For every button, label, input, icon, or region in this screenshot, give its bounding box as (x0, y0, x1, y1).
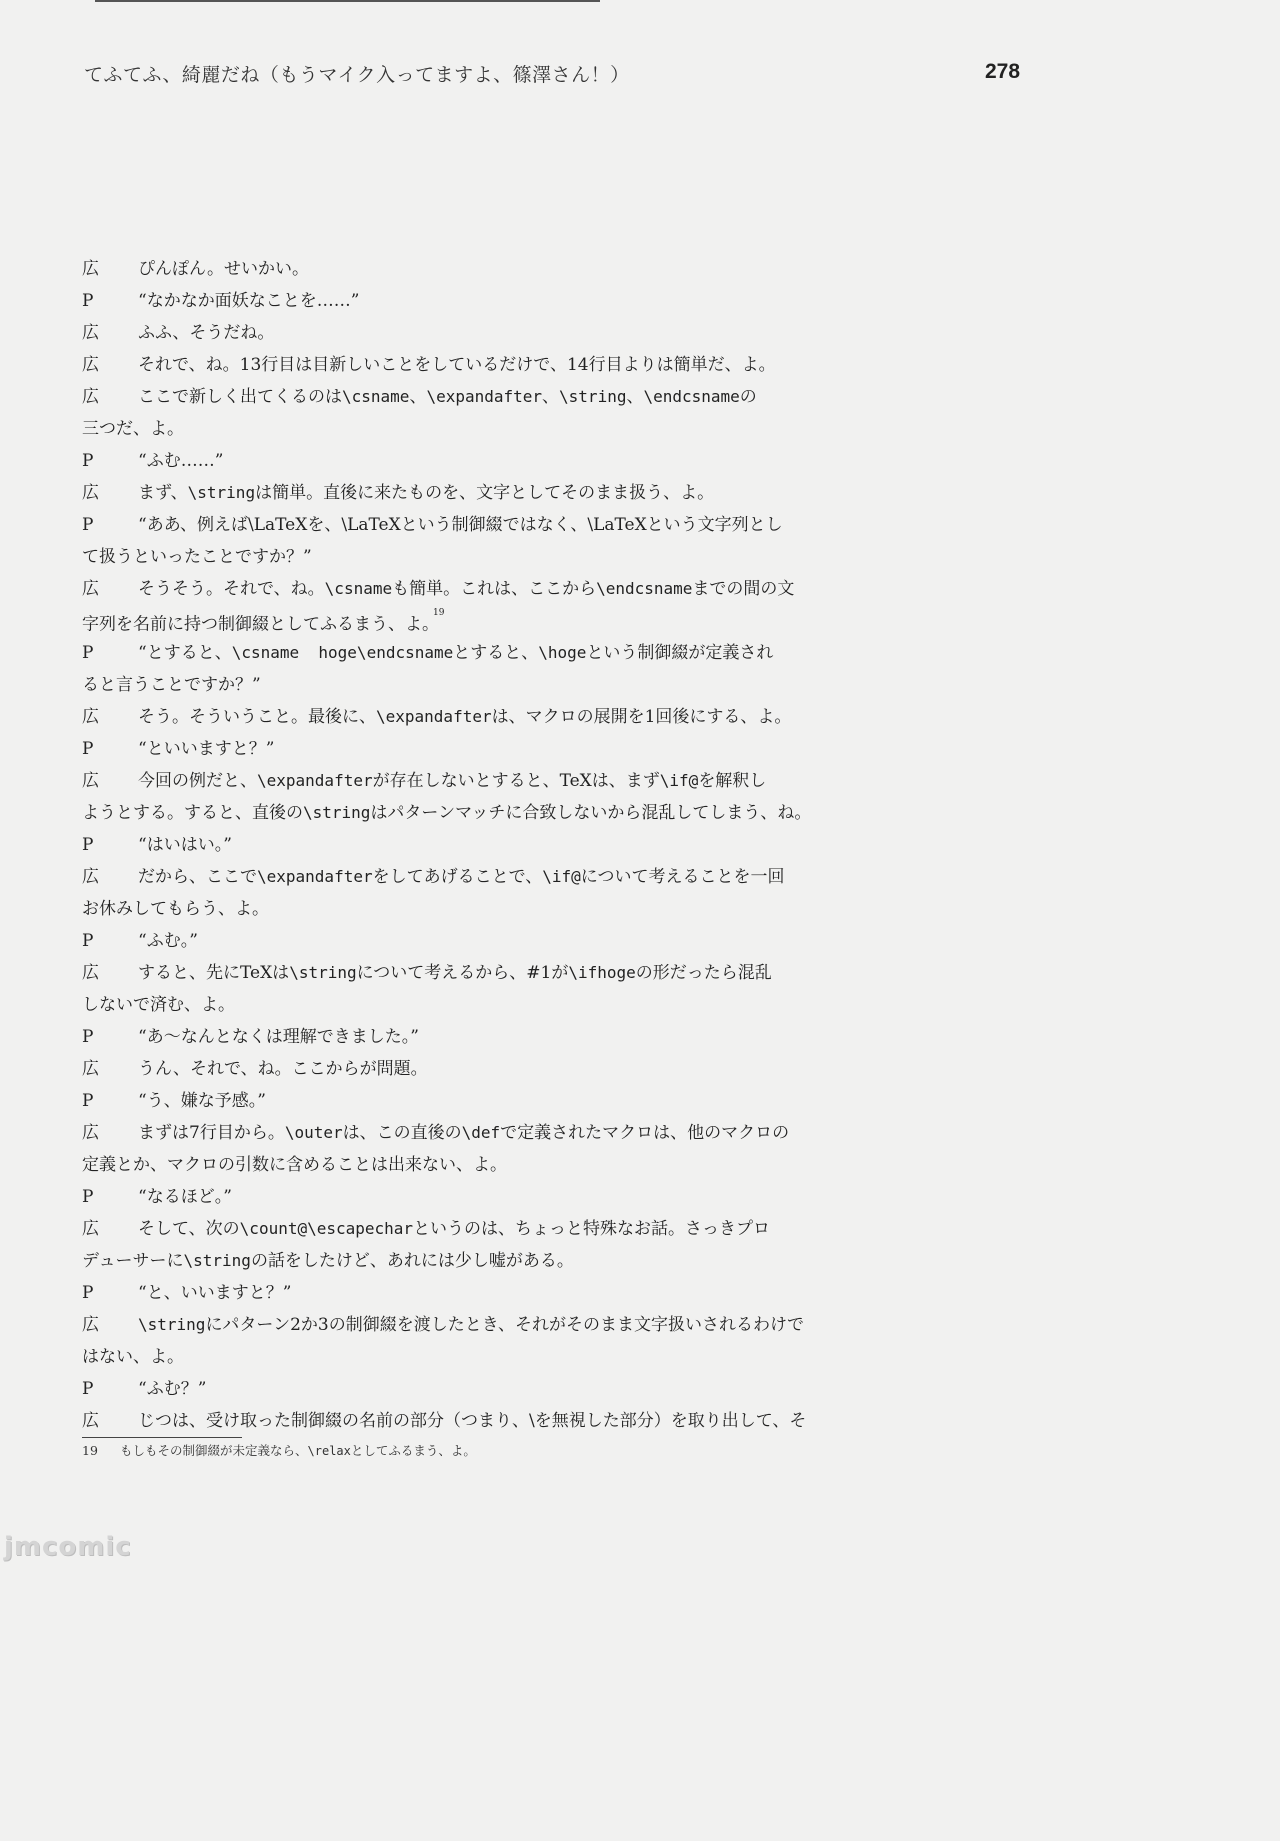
dialogue-line (82, 285, 872, 317)
line-text: うん、それで、ね。ここからが問題。 (138, 1059, 428, 1079)
command-text: \endcsname (643, 387, 740, 406)
dialogue-line (82, 1117, 872, 1149)
command-text: \string (559, 387, 627, 406)
speaker-label: P (82, 643, 94, 663)
command-text: \csname (342, 387, 410, 406)
line-text: で定義されたマクロは、他のマクロの (500, 1123, 790, 1143)
line-text: デューサーに (82, 1251, 184, 1271)
dialogue-line (82, 1405, 872, 1437)
line-text: はない、よ。 (82, 1347, 184, 1367)
dialogue-continuation (82, 1245, 872, 1277)
line-text: をしてあげることで、 (372, 867, 543, 887)
speaker-label: P (82, 515, 94, 535)
speaker-label: 広 (82, 1219, 99, 1239)
command-text: \string (289, 963, 357, 982)
command-text: \outer (284, 1123, 343, 1142)
speaker-label: P (82, 1091, 94, 1111)
dialogue-line (82, 573, 872, 605)
dialogue-line (82, 957, 872, 989)
dialogue-continuation (82, 413, 872, 445)
dialogue-continuation (82, 669, 872, 701)
dialogue-line (82, 1213, 872, 1245)
speaker-label: P (82, 835, 94, 855)
command-text: \expandafter (257, 867, 373, 886)
line-text: ここで新しく出てくるのは (138, 387, 342, 407)
dialogue-line (82, 829, 872, 861)
line-text: “といいますと？” (138, 739, 275, 759)
dialogue-line (82, 509, 872, 541)
command-text: \csname (324, 579, 393, 598)
speaker-label: 広 (82, 579, 99, 599)
line-text: の形だったら混乱 (635, 963, 772, 983)
speaker-label: 広 (82, 963, 99, 983)
footnote-number: 19 (82, 1443, 98, 1458)
line-text: すると、先にTeXは (138, 963, 290, 983)
dialogue-continuation (82, 1341, 872, 1373)
dialogue-line (82, 1277, 872, 1309)
command-text: \expandafter (426, 387, 543, 406)
line-text: “なかなか面妖なことを……” (138, 291, 360, 311)
dialogue-continuation (82, 1149, 872, 1181)
line-text: はパターンマッチに合致しないから混乱してしまう、ね。 (370, 803, 812, 823)
speaker-label: 広 (82, 707, 99, 727)
line-text: しないで済む、よ。 (82, 995, 235, 1015)
line-text: “なるほど。” (138, 1187, 232, 1207)
speaker-label: P (82, 1187, 94, 1207)
footnote-text: としてふるまう、よ。 (350, 1443, 476, 1458)
speaker-label: 広 (82, 355, 99, 375)
line-text: 、 (542, 387, 560, 407)
dialogue-line (82, 253, 872, 285)
speaker-label: 広 (82, 1411, 99, 1431)
dialogue-body (82, 253, 872, 1437)
footnote-command: \relax (307, 1444, 351, 1458)
speaker-label: P (82, 739, 94, 759)
footnote-marker: 19 (433, 608, 445, 618)
line-text: の話をしたけど、あれには少し嘘がある。 (250, 1251, 574, 1271)
dialogue-line (82, 445, 872, 477)
command-text: \string (303, 803, 371, 822)
command-text: \if@ (659, 771, 699, 790)
dialogue-line (82, 381, 872, 413)
command-text: \expandafter (376, 707, 492, 726)
top-rule (95, 0, 600, 2)
speaker-label: 広 (82, 771, 99, 791)
line-text: 字列を名前に持つ制御綴としてふるまう、よ。 (82, 614, 439, 635)
speaker-label: P (82, 451, 94, 471)
line-text: そうそう。それで、ね。 (138, 579, 325, 599)
command-text: \def (461, 1123, 501, 1142)
command-text: \string (183, 1251, 251, 1270)
running-title: てふてふ、綺麗だね（もうマイク入ってますよ、篠澤さん！） (84, 64, 630, 86)
speaker-label: 広 (82, 1059, 99, 1079)
dialogue-line (82, 861, 872, 893)
dialogue-line (82, 317, 872, 349)
dialogue-line (82, 1021, 872, 1053)
line-text: “はいはい。” (138, 835, 232, 855)
line-text: は、マクロの展開を1回後にする、よ。 (491, 707, 792, 727)
page-number: 278 (985, 60, 1021, 83)
command-text: \expandafter (257, 771, 373, 790)
command-text: \if@ (542, 867, 581, 886)
command-text: \hoge (538, 643, 587, 662)
line-text: も簡単。これは、ここから (392, 579, 597, 599)
speaker-label: 広 (82, 483, 99, 503)
line-text: “ああ、例えば\LaTeXを、\LaTeXという制御綴ではなく、\LaTeXという文字列とし (138, 515, 783, 535)
line-text: そう。そういうこと。最後に、 (138, 707, 376, 727)
command-text: \endcsname (596, 579, 693, 598)
line-text: の (739, 387, 757, 407)
line-text: 三つだ、よ。 (82, 419, 184, 439)
line-text: が存在しないとすると、TeXは、まず (372, 771, 660, 791)
line-text: までの間の文 (692, 579, 795, 599)
dialogue-line (82, 1309, 872, 1341)
dialogue-continuation (82, 605, 872, 637)
dialogue-line (82, 477, 872, 509)
line-text: “う、嫌な予感。” (138, 1091, 266, 1111)
dialogue-line (82, 1053, 872, 1085)
line-text: というのは、ちょっと特殊なお話。さっきプロ (413, 1219, 771, 1239)
speaker-label: 広 (82, 323, 99, 343)
line-text: ようとする。すると、直後の (82, 803, 303, 823)
line-text: は簡単。直後に来たものを、文字としてそのまま扱う、よ。 (255, 483, 715, 503)
line-text: “あ～なんとなくは理解できました。” (138, 1027, 419, 1047)
line-text: 、 (409, 387, 427, 407)
dialogue-line (82, 1373, 872, 1405)
line-text: まず、 (138, 483, 188, 503)
line-text: 今回の例だと、 (138, 771, 257, 791)
line-text: まずは7行目から。 (138, 1123, 285, 1143)
command-text: \string (138, 1315, 206, 1334)
speaker-label: P (82, 931, 94, 951)
footnote-rule (82, 1437, 242, 1438)
line-text: だから、ここで (138, 867, 257, 887)
command-text: \string (187, 483, 256, 502)
command-text: \ifhoge (568, 963, 636, 982)
footnote (82, 1441, 476, 1459)
line-text: について考えるから、#1が (356, 963, 569, 983)
line-text: “とすると、 (138, 643, 232, 663)
line-text: について考えることを一回 (580, 867, 785, 887)
line-text: にパターン2か3の制御綴を渡したとき、それがそのまま文字扱いされるわけで (205, 1315, 805, 1335)
line-text: “ふむ。” (138, 931, 198, 951)
speaker-label: 広 (82, 1123, 99, 1143)
dialogue-line (82, 925, 872, 957)
dialogue-line (82, 1085, 872, 1117)
command-text: \csname hoge\endcsname (231, 643, 454, 662)
line-text: ふふ、そうだね。 (138, 323, 275, 343)
speaker-label: 広 (82, 259, 99, 279)
line-text: という制御綴が定義され (586, 643, 774, 663)
line-text: “と、いいますと？” (138, 1283, 292, 1303)
line-text: 、 (626, 387, 644, 407)
line-text: を解釈し (698, 771, 767, 791)
dialogue-line (82, 733, 872, 765)
speaker-label: 広 (82, 387, 99, 407)
speaker-label: P (82, 1379, 94, 1399)
speaker-label: 広 (82, 1315, 99, 1335)
footnote-text: もしもその制御綴が未定義なら、 (120, 1443, 308, 1458)
dialogue-continuation (82, 989, 872, 1021)
line-text: それで、ね。13行目は目新しいことをしているだけで、14行目よりは簡単だ、よ。 (138, 355, 776, 375)
line-text: じつは、受け取った制御綴の名前の部分（つまり、\を無視した部分）を取り出して、そ (138, 1411, 807, 1431)
line-text: は、この直後の (342, 1123, 462, 1143)
dialogue-continuation (82, 893, 872, 925)
speaker-label: P (82, 1027, 94, 1047)
speaker-label: 広 (82, 867, 99, 887)
speaker-label: P (82, 291, 94, 311)
dialogue-line (82, 765, 872, 797)
dialogue-continuation (82, 541, 872, 573)
line-text: とすると、 (453, 643, 539, 663)
line-text: ぴんぽん。せいかい。 (138, 259, 310, 279)
watermark-logo: jmcomic (4, 1532, 132, 1562)
dialogue-line (82, 637, 872, 669)
command-text: \count@\escapechar (239, 1219, 414, 1238)
dialogue-line (82, 701, 872, 733)
dialogue-continuation (82, 797, 872, 829)
dialogue-line (82, 1181, 872, 1213)
line-text: て扱うといったことですか？” (82, 547, 312, 567)
line-text: “ふむ……” (138, 451, 224, 471)
line-text: “ふむ？” (138, 1379, 207, 1399)
speaker-label: P (82, 1283, 94, 1303)
line-text: 定義とか、マクロの引数に含めることは出来ない、よ。 (82, 1155, 507, 1175)
line-text: そして、次の (138, 1219, 240, 1239)
line-text: お休みしてもらう、よ。 (82, 899, 269, 919)
line-text: ると言うことですか？” (82, 675, 261, 695)
dialogue-line (82, 349, 872, 381)
